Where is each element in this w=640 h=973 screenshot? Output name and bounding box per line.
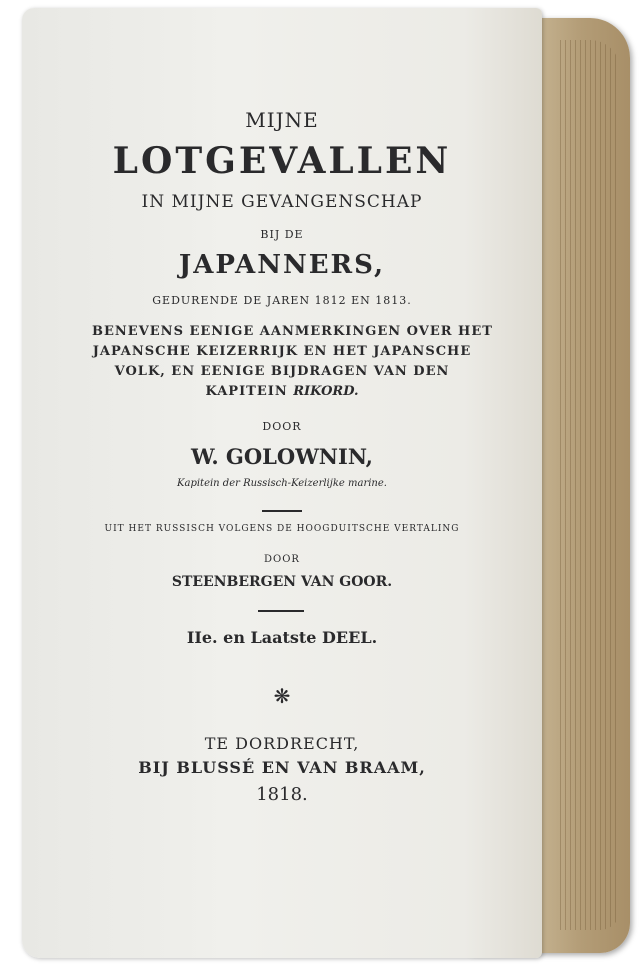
publisher: BIJ BLUSSÉ EN VAN BRAAM, [138, 758, 426, 777]
ornament-icon: ❋ [273, 684, 291, 708]
label-door-author: DOOR [262, 420, 302, 433]
description-rikord: RIKORD. [293, 384, 359, 399]
heading-mijne: MIJNE [245, 108, 319, 132]
label-door-translator: DOOR [264, 554, 300, 565]
book-title: LOTGEVALLEN [112, 140, 452, 182]
description-line-4 [92, 384, 472, 399]
publication-place: TE DORDRECHT, [204, 734, 360, 753]
title-page [22, 8, 542, 958]
description-line-3: VOLK, EN EENIGE BIJDRAGEN VAN DEN [114, 364, 450, 379]
book-page-edge-lines [560, 40, 620, 930]
heading-japanners: JAPANNERS, [178, 250, 386, 280]
subtitle-gevangenschap: IN MIJNE GEVANGENSCHAP [141, 192, 423, 212]
translation-note: UIT HET RUSSISCH VOLGENS DE HOOGDUITSCHE VERTALING [104, 524, 460, 534]
divider-rule-2 [258, 610, 304, 612]
divider-rule-1 [262, 510, 302, 512]
author-rank: Kapitein der Russisch-Keizerlijke marine. [177, 478, 387, 489]
description-line-1: BENEVENS EENIGE AANMERKINGEN OVER HET [92, 324, 493, 339]
description-line-2: JAPANSCHE KEIZERRIJK EN HET JAPANSCHE [92, 344, 472, 359]
description-kapitein: KAPITEIN [205, 384, 294, 399]
translator-name: STEENBERGEN VAN GOOR. [171, 574, 393, 590]
subtitle-bij-de: BIJ DE [260, 228, 304, 241]
publication-year: 1818. [256, 784, 308, 805]
volume-label: IIe. en Laatste DEEL. [186, 628, 378, 647]
subtitle-years: GEDURENDE DE JAREN 1812 EN 1813. [152, 294, 412, 307]
author-name: W. GOLOWNIN, [191, 444, 373, 469]
